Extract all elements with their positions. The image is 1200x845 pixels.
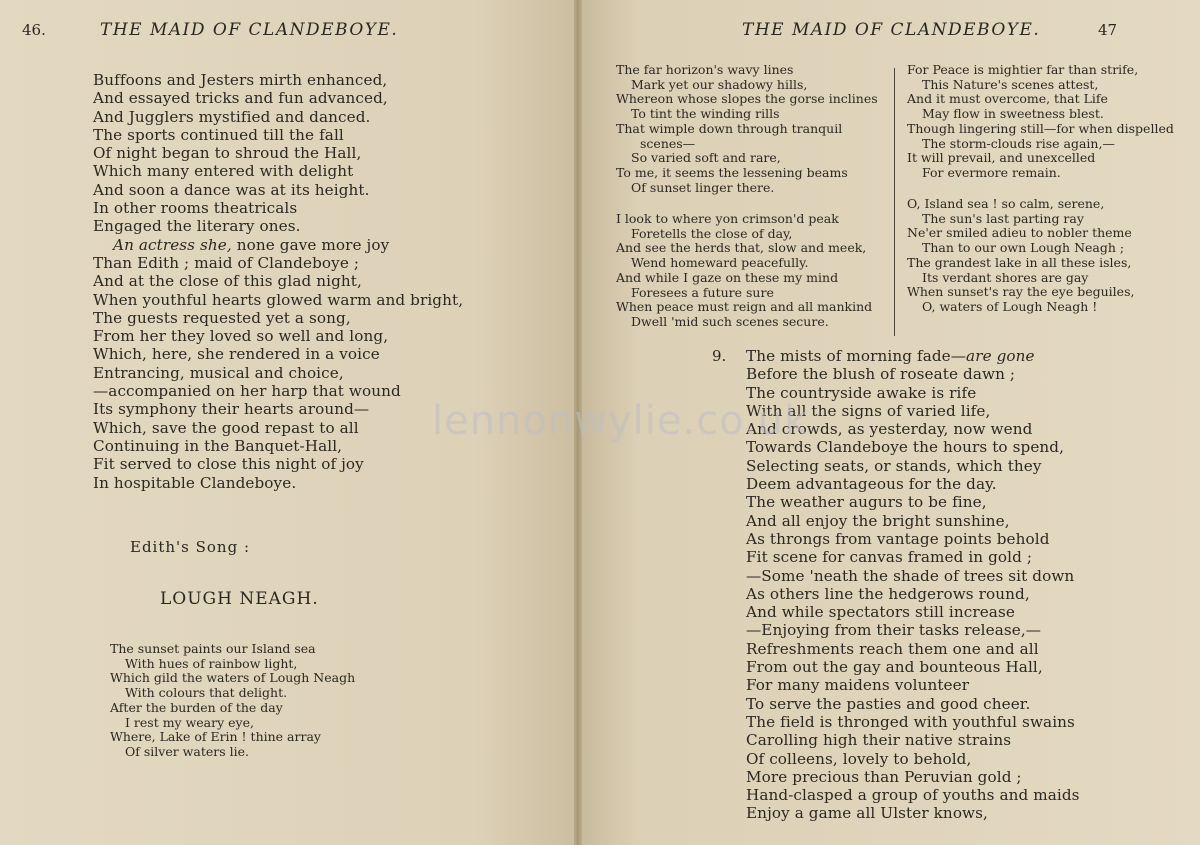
song-column-2-stanza-1	[907, 63, 1174, 181]
song-line: The grandest lake in all these isles,	[907, 254, 1132, 270]
song-line: I look to where yon crimson'd peak	[616, 211, 839, 226]
right-page-number: 47	[1098, 21, 1118, 39]
song-line: Foresees a future sure	[631, 284, 774, 300]
right-running-head: THE MAID OF CLANDEBOYE.	[742, 20, 1041, 40]
verse-line: The countryside awake is rife	[746, 383, 977, 402]
song-line: Dwell 'mid such scenes secure.	[631, 313, 829, 329]
verse-line: And all enjoy the bright sunshine,	[746, 511, 1010, 530]
song-line: After the burden of the day	[110, 699, 283, 715]
song-line: Mark yet our shadowy hills,	[631, 76, 808, 92]
verse-line: And crowds, as yesterday, now wend	[746, 420, 1033, 439]
verse-line: Buffoons and Jesters mirth enhanced,	[93, 71, 388, 89]
song-line: The far horizon's wavy lines	[616, 62, 794, 77]
song-line: When peace must reign and all mankind	[616, 299, 873, 315]
verse-line: Which many entered with delight	[93, 162, 354, 181]
stanza-number: 9.	[712, 347, 727, 365]
song-line: When sunset's ray the eye beguiles,	[907, 284, 1135, 300]
verse-line: —Some 'neath the shade of trees sit down	[746, 566, 1075, 585]
song-line: Of sunset linger there.	[631, 179, 775, 195]
song-line: Foretells the close of day,	[631, 225, 793, 241]
verse-line: And at the close of this glad night,	[93, 272, 362, 291]
italic-phrase: —are gone	[950, 347, 1035, 365]
song-line: May flow in sweetness blest.	[922, 106, 1104, 122]
verse-line: The sports continued till the fall	[93, 125, 344, 144]
verse-line: —Enjoying from their tasks release,—	[746, 621, 1042, 640]
verse-line-rest: none gave more joy	[231, 235, 390, 254]
verse-line: —accompanied on her harp that wound	[93, 382, 401, 401]
verse-line: Which, save the good repast to all	[93, 418, 359, 437]
verse-line: To serve the pasties and good cheer.	[746, 694, 1031, 713]
song-line: To me, it seems the lessening beams	[616, 164, 848, 180]
verse-line: As throngs from vantage points behold	[746, 529, 1050, 548]
verse-line: Of night began to shroud the Hall,	[93, 144, 362, 163]
song-line: Though lingering still—for when dispelled	[907, 120, 1174, 136]
song-line: And while I gaze on these my mind	[616, 269, 839, 285]
song-line: I rest my weary eye,	[125, 714, 254, 730]
song-line: scenes—	[640, 135, 696, 151]
song-line: With hues of rainbow light,	[125, 655, 298, 671]
song-line: Wend homeward peacefully.	[631, 255, 809, 271]
song-line: Of silver waters lie.	[125, 743, 249, 759]
verse-line: Fit served to close this night of joy	[93, 455, 364, 474]
song-line: It will prevail, and unexcelled	[907, 150, 1096, 166]
verse-line: And essayed tricks and fun advanced,	[93, 89, 388, 108]
song-column-1-stanza-2	[616, 212, 872, 330]
verse-line: From her they loved so well and long,	[93, 327, 389, 346]
verse-line: Selecting seats, or stands, which they	[746, 456, 1042, 475]
verse-line: For many maidens volunteer	[746, 676, 970, 695]
verse-line: Of colleens, lovely to behold,	[746, 749, 972, 768]
verse-line: From out the gay and bounteous Hall,	[746, 658, 1043, 677]
song-line: Whereon whose slopes the gorse inclines	[616, 91, 878, 107]
verse-line: Engaged the literary ones.	[93, 217, 301, 236]
verse-line: Than Edith ; maid of Clandeboye ;	[93, 253, 360, 272]
verse-line: Enjoy a game all Ulster knows,	[746, 804, 988, 823]
left-verse	[93, 71, 463, 492]
verse-line: With all the signs of varied life,	[746, 401, 991, 420]
verse-line: Continuing in the Banquet-Hall,	[93, 436, 343, 455]
song-line: Its verdant shores are gay	[922, 269, 1089, 285]
verse-line: In other rooms theatricals	[93, 199, 298, 218]
verse-line	[746, 347, 1080, 365]
song-line: Ne'er smiled adieu to nobler theme	[907, 225, 1132, 241]
song-line: And it must overcome, that Life	[907, 91, 1108, 107]
site-watermark: lennonwylie.co.uk	[432, 398, 809, 444]
song-line: For evermore remain.	[922, 164, 1061, 180]
song-line: This Nature's scenes attest,	[922, 76, 1099, 92]
verse-line: And Jugglers mystified and danced.	[93, 107, 371, 126]
song-column-2-stanza-2	[907, 197, 1134, 315]
song-line: So varied soft and rare,	[631, 150, 781, 166]
verse-line: In hospitable Clandeboye.	[93, 473, 297, 492]
song-column-1-stanza-1	[616, 63, 878, 195]
verse-line: And while spectators still increase	[746, 603, 1015, 622]
verse-line: Its symphony their hearts around—	[93, 400, 370, 419]
song-line: With colours that delight.	[125, 685, 288, 701]
column-divider	[894, 68, 895, 336]
song-line: Than to our own Lough Neagh ;	[922, 240, 1125, 256]
verse-line	[93, 236, 463, 254]
verse-line: Deem advantageous for the day.	[746, 475, 997, 494]
left-running-head: THE MAID OF CLANDEBOYE.	[100, 20, 399, 40]
song-line: To tint the winding rills	[631, 106, 780, 122]
song-title: LOUGH NEAGH.	[160, 589, 319, 609]
verse-line: Hand-clasped a group of youths and maids	[746, 786, 1080, 805]
song-line: And see the herds that, slow and meek,	[616, 240, 867, 256]
verse-line: Carolling high their native strains	[746, 731, 1012, 750]
left-page-number: 46.	[22, 21, 46, 39]
verse-line: Before the blush of roseate dawn ;	[746, 365, 1016, 384]
song-line: The sun's last parting ray	[922, 210, 1084, 226]
verse-line-start: The mists of morning fade	[746, 347, 951, 365]
song-line: Which gild the waters of Lough Neagh	[110, 670, 356, 686]
song-label: Edith's Song :	[130, 538, 251, 556]
verse-line: More precious than Peruvian gold ;	[746, 767, 1022, 786]
verse-line: Refreshments reach them one and all	[746, 639, 1039, 658]
song-stanza	[110, 642, 355, 760]
song-line: For Peace is mightier far than strife,	[907, 62, 1139, 77]
verse-line: When youthful hearts glowed warm and bright,	[93, 290, 464, 309]
verse-line: And soon a dance was at its height.	[93, 180, 370, 199]
song-line: The storm-clouds rise again,—	[922, 135, 1115, 151]
song-line: The sunset paints our Island sea	[110, 641, 316, 656]
song-line: That wimple down through tranquil	[616, 120, 843, 136]
verse-line: The weather augurs to be fine,	[746, 493, 987, 512]
song-line: Where, Lake of Erin ! thine array	[110, 729, 321, 745]
verse-line: The field is thronged with youthful swains	[746, 712, 1075, 731]
verse-line: The guests requested yet a song,	[93, 308, 351, 327]
song-line: O, Island sea ! so calm, serene,	[907, 196, 1105, 211]
verse-line: As others line the hedgerows round,	[746, 584, 1030, 603]
song-line: O, waters of Lough Neagh !	[922, 298, 1098, 314]
verse-line: Fit scene for canvas framed in gold ;	[746, 548, 1033, 567]
verse-line: Towards Clandeboye the hours to spend,	[746, 438, 1065, 457]
verse-line: Entrancing, musical and choice,	[93, 363, 344, 382]
italic-phrase: An actress she,	[113, 235, 232, 254]
verse-line: Which, here, she rendered in a voice	[93, 345, 380, 364]
